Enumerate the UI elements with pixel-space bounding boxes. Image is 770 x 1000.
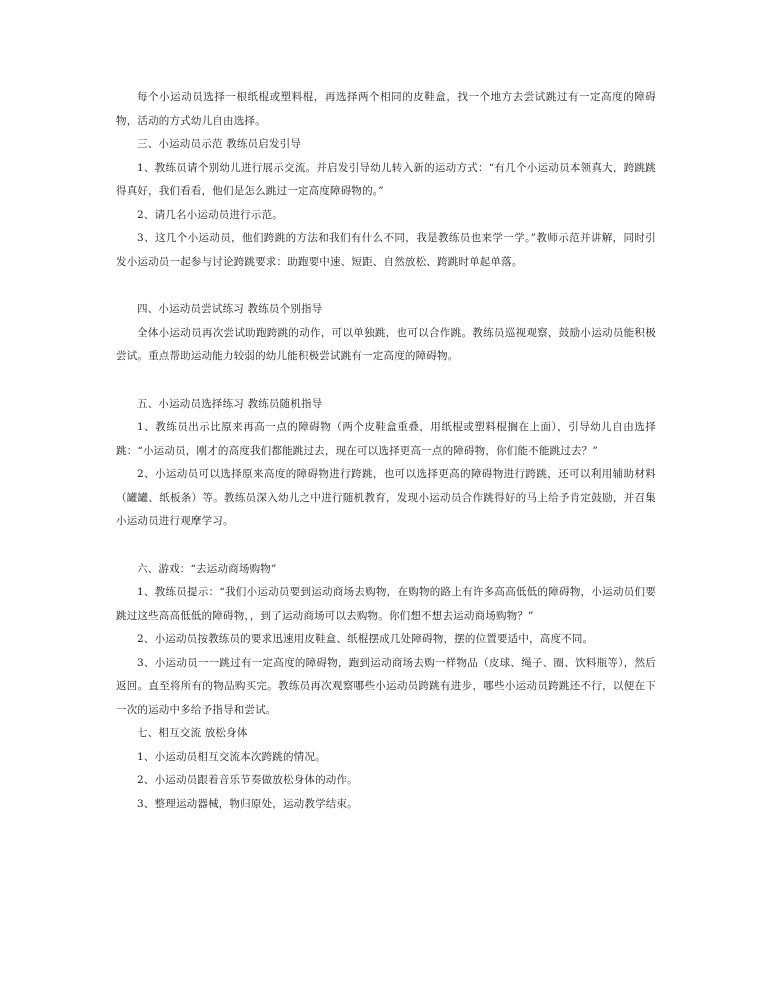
paragraph: 3、这几个小运动员，他们跨跳的方法和我们有什么不同，我是教练员也来学一学。”教师示范并讲解，同时引发小运动员一起参与讨论跨跳要求：助跑要中速、短距、自然放松、跨跳时单起单落。 (116, 232, 656, 268)
section-heading: 七、相互交流 放松身体 (137, 727, 248, 739)
paragraph: 2、小运动员按教练员的要求迅速用皮鞋盒、纸棍摆成几处障碍物，摆的位置要适中，高度不同。 (137, 633, 594, 645)
section-heading: 六、游戏：“去运动商场购物” (137, 562, 277, 575)
paragraph: 3、小运动员一一跳过有一定高度的障碍物，跑到运动商场去购一样物品（皮球、绳子、圈、饮料瓶等），然后返回。直至将所有的物品购买完。教练员再次观察哪些小运动员跨跳有进步，哪些小运动员跨跳还不行，以便在下一次的运动中多给予指导和尝试。 (116, 656, 656, 716)
section-heading: 三、小运动员示范 教练员启发引导 (137, 138, 302, 150)
document-page (116, 86, 656, 816)
paragraph: 3、整理运动器械，物归原处，运动教学结束。 (137, 797, 358, 810)
paragraph: 每个小运动员选择一根纸棍或塑料棍，再选择两个相同的皮鞋盒，找一个地方去尝试跳过有一定高度的障碍物，活动的方式幼儿自由选择。 (116, 91, 656, 127)
paragraph: 1、教练员提示：“我们小运动员要到运动商场去购物，在购物的路上有许多高高低低的障碍物，小运动员们要跳过这些高高低低的障碍物，，到了运动商场可以去购物。你们想不想去运动商场购物？” (116, 586, 656, 622)
section-heading: 五、小运动员选择练习 教练员随机指导 (137, 397, 323, 410)
paragraph: 1、教练员请个别幼儿进行展示交流。并启发引导幼儿转入新的运动方式：“有几个小运动员本领真大，跨跳跳得真好，我们看看，他们是怎么跳过一定高度障碍物的。” (116, 161, 656, 197)
paragraph: 1、小运动员相互交流本次跨跳的情况。 (137, 750, 326, 763)
paragraph-spacer (116, 369, 656, 393)
section-heading: 四、小运动员尝试练习 教练员个别指导 (137, 303, 323, 315)
paragraph-spacer (116, 534, 656, 558)
paragraph: 全体小运动员再次尝试助跑跨跳的动作，可以单独跳，也可以合作跳。教练员巡视观察，鼓励小运动员能积极尝试。重点帮助运动能力较弱的幼儿能积极尝试跳有一定高度的障碍物。 (116, 326, 656, 362)
paragraph-spacer (116, 274, 656, 298)
paragraph: 2、小运动员跟着音乐节奏做放松身体的动作。 (137, 774, 358, 786)
paragraph: 2、小运动员可以选择原来高度的障碍物进行跨跳，也可以选择更高的障碍物进行跨跳，还可以利用辅助材料（罐罐、纸板条）等。教练员深入幼儿之中进行随机教育，发现小运动员合作跳得好的马上给予肯定鼓励，并召集小运动员进行观摩学习。 (116, 468, 656, 527)
paragraph: 2、请几名小运动员进行示范。 (137, 208, 283, 221)
paragraph: 1、教练员出示比原来再高一点的障碍物（两个皮鞋盒重叠，用纸棍或塑料棍搁在上面），引导幼儿自由选择跳：“小运动员，刚才的高度我们都能跳过去，现在可以选择更高一点的障碍物，你们能不能跳过去？” (116, 421, 656, 457)
